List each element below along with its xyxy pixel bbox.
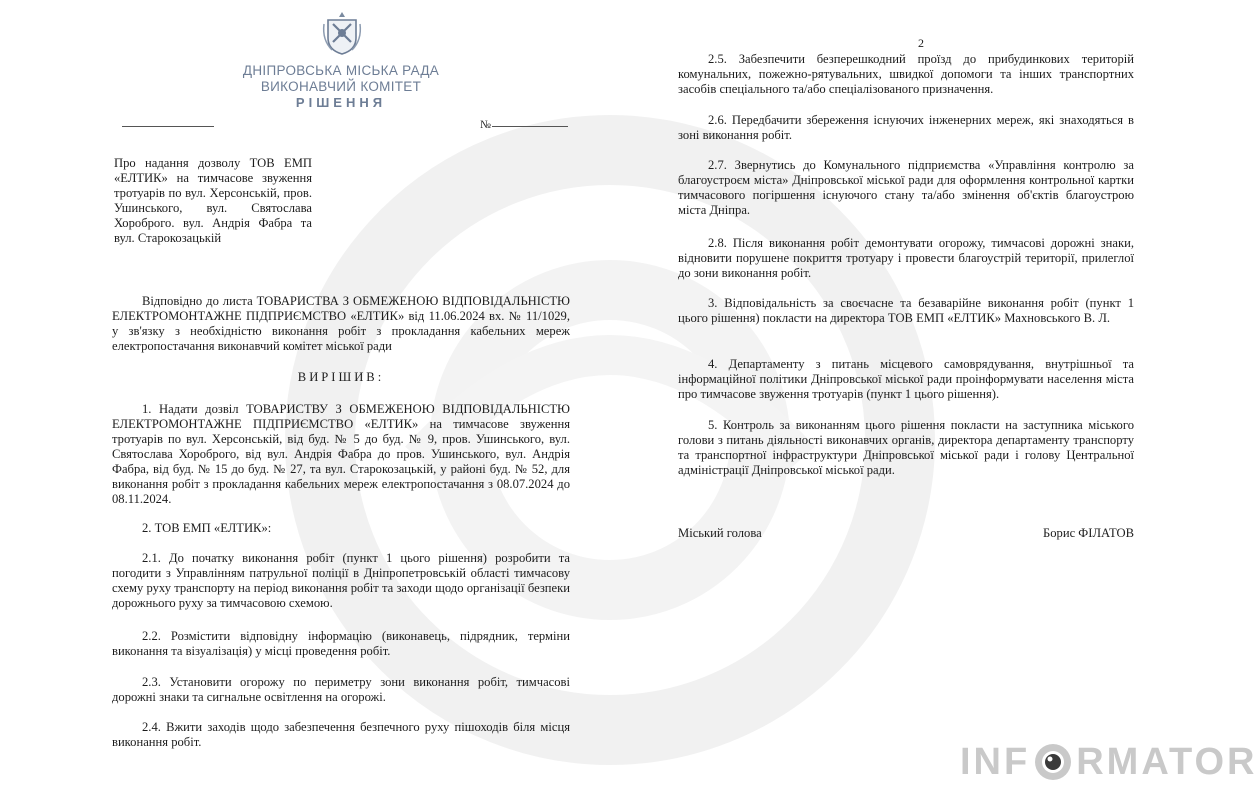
item-2-4: 2.4. Вжити заходів щодо забезпечення безпечного руху пішоходів біля місця виконання робіт. bbox=[112, 720, 570, 749]
coat-of-arms-icon bbox=[322, 10, 362, 56]
item-2-6: 2.6. Передбачити збереження існуючих інженерних мереж, які знаходяться в зоні виконання робіт. bbox=[678, 113, 1134, 142]
item-2-1: 2.1. До початку виконання робіт (пункт 1 цього рішення) розробити та погодити з Управлінням патрульної поліції в Дніпропетровській області тимчасову схему руху транспорту на період виконання робіт та заходи щодо організації безпеки дорожнього руху за тимчасовою схемою. bbox=[112, 551, 570, 610]
preamble: Відповідно до листа ТОВАРИСТВА З ОБМЕЖЕНОЮ ВІДПОВІДАЛЬНІСТЮ ЕЛЕКТРОМОНТАЖНЕ ПІДПРИЄМСТВО «ЕЛТИК» від 11.06.2024 вх. № 11/1029, у зв'язку з необхідністю виконання робіт з прокладання кабельних мереж електропостачання виконавчий комітет міської ради bbox=[112, 294, 570, 353]
item-2: 2. ТОВ ЕМП «ЕЛТИК»: bbox=[142, 521, 272, 535]
item-5: 5. Контроль за виконанням цього рішення покласти на заступника міського голови з питань діяльності виконавчих органів, директора департаменту транспорту та транспортної інфраструктури Дніпровської міської ради і голову Центральної адміністрації Дніпровської міської ради. bbox=[678, 418, 1134, 477]
org-committee: ВИКОНАВЧИЙ КОМІТЕТ bbox=[260, 79, 422, 94]
org-name: ДНІПРОВСЬКА МІСЬКА РАДА bbox=[242, 63, 440, 78]
number-field-line bbox=[492, 126, 568, 127]
logo-text-end: RMATOR bbox=[1076, 740, 1257, 783]
decision-subject: Про надання дозволу ТОВ ЕМП «ЕЛТИК» на тимчасове звуження тротуарів по вул. Херсонській, пров. Ушинського, вул. Святослава Хороброго. вул. Андрія Фабра та вул. Старокозацькій bbox=[114, 156, 312, 245]
item-1: 1. Надати дозвіл ТОВАРИСТВУ З ОБМЕЖЕНОЮ ВІДПОВІДАЛЬНІСТЮ ЕЛЕКТРОМОНТАЖНЕ ПІДПРИЄМСТВО «ЕЛТИК» на тимчасове звуження тротуарів по вул. Херсонській, від буд. № 5 до буд. № 9, пров. Ушинського, вул. Святослава Хороброго, від вул. Андрія Фабра до пров. Ушинського, вул. Андрія Фабра, від буд. № 15 до буд. № 27, та вул. Старокозацькій, у районі буд. № 52, для виконання робіт з прокладання кабельних мереж електропостачання з 08.07.2024 до 08.11.2024. bbox=[112, 402, 570, 506]
item-2-3: 2.3. Установити огорожу по периметру зони виконання робіт, тимчасові дорожні знаки та сигнальне освітлення на огорожі. bbox=[112, 675, 570, 704]
number-label: № bbox=[480, 119, 491, 131]
resolved-heading: ВИРІШИВ: bbox=[297, 370, 385, 384]
logo-text-start: INF bbox=[960, 740, 1031, 783]
item-2-8: 2.8. Після виконання робіт демонтувати огорожу, тимчасові дорожні знаки, відновити порушене покриття тротуару і провести благоустрій території, прилеглої до зони виконання робіт. bbox=[678, 236, 1134, 280]
item-2-5: 2.5. Забезпечити безперешкодний проїзд до прибудинкових територій комунальних, пожежно-рятувальних, швидкої допомоги та інших транспортних засобів спеціального та/або спеціалізованого призначення. bbox=[678, 52, 1134, 96]
item-4: 4. Департаменту з питань місцевого самоврядування, внутрішньої та інформаційної політики Дніпровської міської ради проінформувати населення міста про тимчасове звуження тротуарів (пункт 1 цього рішення). bbox=[678, 357, 1134, 401]
item-2-7: 2.7. Звернутись до Комунального підприємства «Управління контролю за благоустроєм міста» Дніпровської міської ради для оформлення контрольної картки тимчасового погіршення існуючого стану та/або змінення об'єктів благоустрою міста Дніпра. bbox=[678, 158, 1134, 217]
doc-type: РІШЕННЯ bbox=[295, 95, 387, 110]
signature-position: Міський голова bbox=[678, 526, 762, 540]
item-3: 3. Відповідальність за своєчасне та безаварійне виконання робіт (пункт 1 цього рішення) покласти на директора ТОВ ЕМП «ЕЛТИК» Махновського В. Л. bbox=[678, 296, 1134, 325]
logo-eye-icon bbox=[1033, 742, 1073, 782]
informator-logo bbox=[960, 740, 1257, 784]
page-number: 2 bbox=[918, 36, 924, 50]
signature-name: Борис ФІЛАТОВ bbox=[1043, 526, 1134, 540]
date-field-line bbox=[122, 126, 214, 127]
item-2-2: 2.2. Розмістити відповідну інформацію (виконавець, підрядник, терміни виконання та візуалізація) у місці проведення робіт. bbox=[112, 629, 570, 658]
